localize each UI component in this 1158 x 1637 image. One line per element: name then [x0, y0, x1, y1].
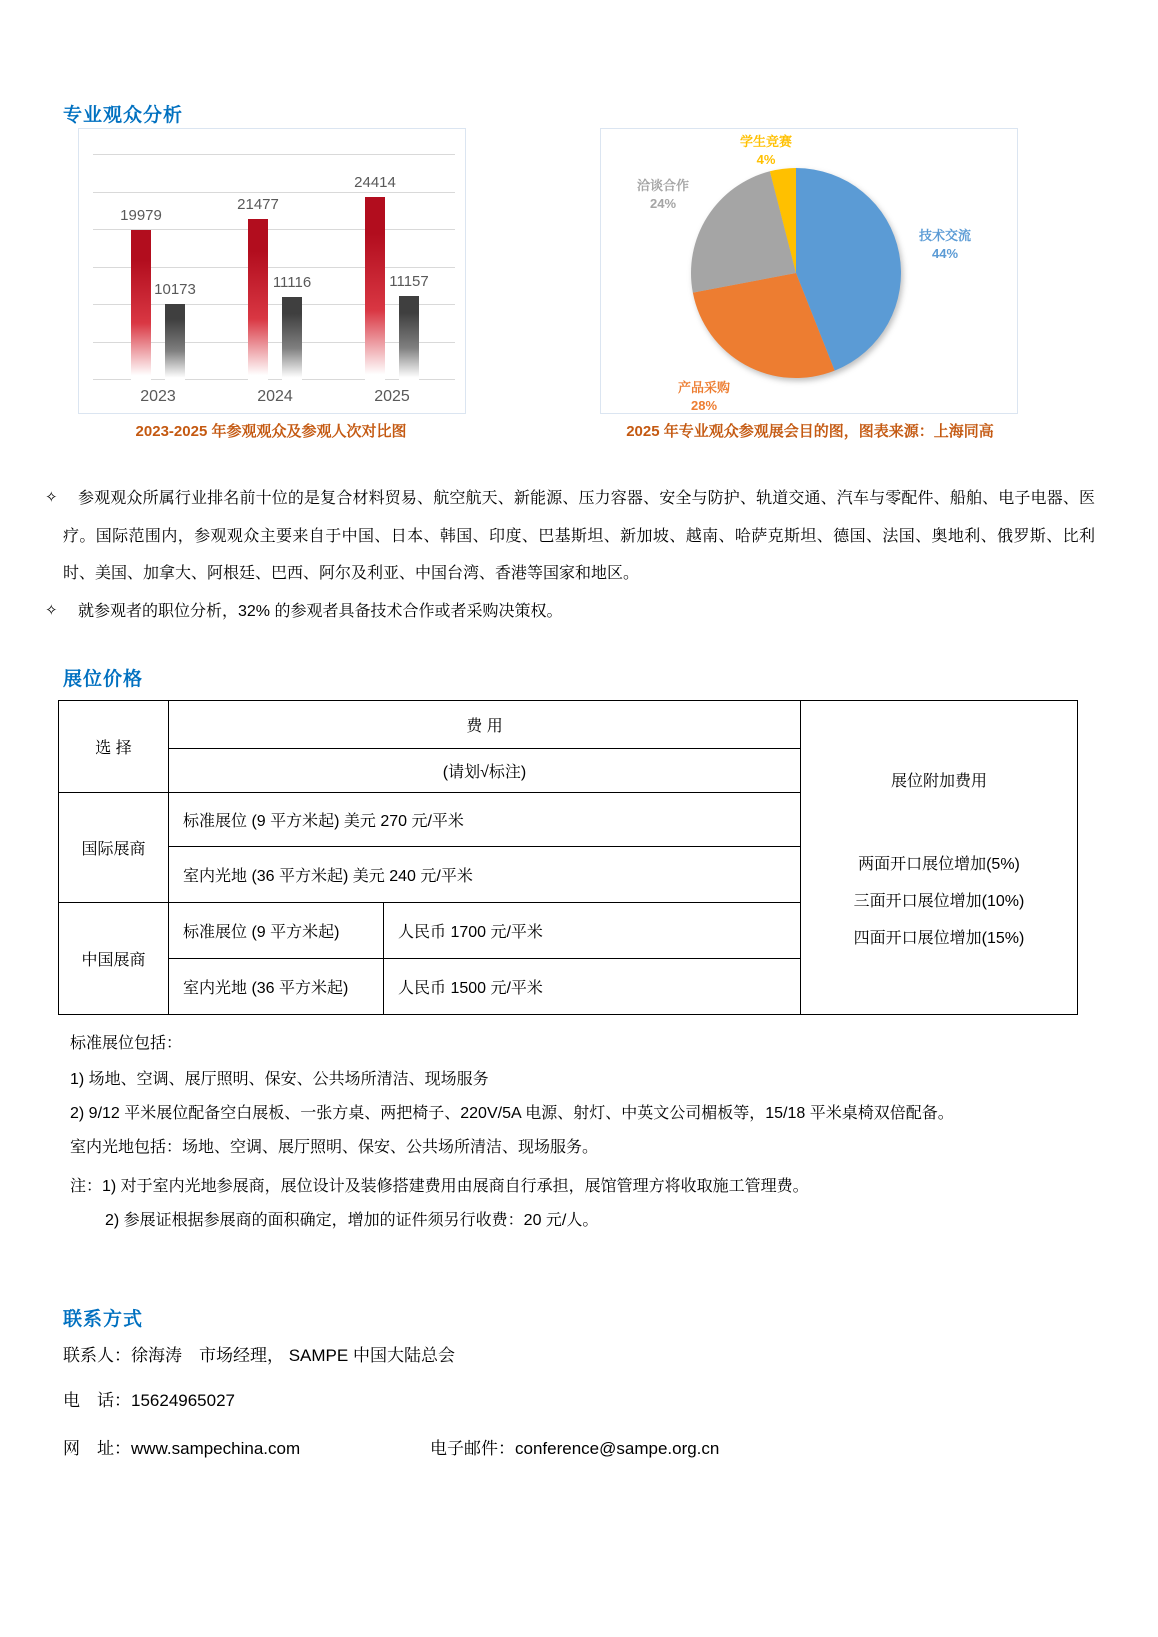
pie-label-text: 学生竞赛	[739, 134, 792, 149]
pie-label-cooperation	[613, 177, 713, 213]
th-fee-note: (请划√标注)	[169, 749, 801, 793]
extra-fee-2side: 两面开口展位增加(5%)	[858, 855, 1020, 873]
section-title-audience: 专业观众分析	[63, 104, 184, 126]
pie-label-text: 技术交流	[918, 228, 971, 243]
cn-raw-space-cell: 室内光地 (36 平方米起)	[169, 959, 384, 1015]
note-std-includes-title: 标准展位包括：	[70, 1035, 183, 1052]
cn-raw-space-price: 人民币 1500 元/平米	[384, 959, 801, 1015]
bar-value-label: 24414	[354, 173, 396, 191]
note-line-2: 2) 9/12 平米展位配备空白展板、一张方桌、两把椅子、220V/5A 电源、射灯、中英文公司楣板等，15/18 平米桌椅双倍配备。	[70, 1105, 954, 1122]
pie-label-procurement	[654, 379, 754, 415]
pie-label-text: 洽谈合作	[636, 178, 689, 193]
intl-raw-space-cell: 室内光地 (36 平方米起) 美元 240 元/平米	[169, 847, 801, 903]
th-fee: 费 用	[169, 701, 801, 749]
pie-chart	[600, 128, 1018, 414]
bar-value-label: 11157	[389, 273, 429, 291]
bar-value-label: 21477	[237, 195, 279, 213]
pie-label-tech-exchange	[895, 227, 995, 263]
extra-fee-4side: 四面开口展位增加(15%)	[853, 929, 1025, 947]
contact-phone-line: 电 话：15624965027	[63, 1391, 236, 1410]
cn-standard-booth-cell: 标准展位 (9 平方米起)	[169, 903, 384, 959]
visitor-position-text: 就参观者的职位分析，32% 的参观者具备技术合作或者采购决策权。	[78, 603, 563, 620]
pie-label-pct: 24%	[649, 196, 677, 211]
intl-standard-booth-cell: 标准展位 (9 平方米起) 美元 270 元/平米	[169, 793, 801, 847]
pie-label-pct: 4%	[756, 152, 776, 167]
bar-2023-参观人次	[165, 304, 185, 380]
audience-industries-text: 参观观众所属行业排名前十位的是复合材料贸易、航空航天、新能源、压力容器、安全与防护、轨道交通、汽车与零配件、船舶、电子电器、医疗。国际范围内，参观观众主要来自于中国、日本、韩国、印度、巴基斯坦、新加坡、越南、哈萨克斯坦、德国、法国、奥地利、俄罗斯、比利时、美国、加拿大、阿根廷、巴西、阿尔及利亚、中国台湾、香港等国家和地区。	[63, 490, 1095, 582]
section-title-price: 展位价格	[63, 668, 144, 690]
bar-chart-caption: 2023-2025 年参观观众及参观人次对比图	[135, 423, 407, 440]
pie-label-student-contest	[716, 133, 816, 169]
row-label-china: 中国展商	[59, 903, 169, 1015]
x-axis-label: 2023	[140, 388, 176, 405]
note-line-4: 注：1) 对于室内光地参展商，展位设计及装修搭建费用由展商自行承担，展馆管理方将收取施工管理费。	[70, 1178, 809, 1195]
pie-label-pct: 28%	[690, 398, 718, 413]
extra-fee-3side: 三面开口展位增加(10%)	[853, 892, 1025, 910]
price-table	[58, 700, 1078, 1015]
pie-label-pct: 44%	[931, 246, 959, 261]
gridline	[93, 154, 455, 155]
gridline	[93, 192, 455, 193]
section-title-contact: 联系方式	[63, 1308, 144, 1330]
bar-value-label: 19979	[120, 207, 162, 225]
note-line-5: 2) 参展证根据参展商的面积确定，增加的证件须另行收费：20 元/人。	[105, 1212, 599, 1229]
bar-value-label: 10173	[154, 280, 196, 298]
extra-fee-title: 展位附加费用	[890, 772, 987, 790]
contact-person-line: 联系人：徐海涛 市场经理， SAMPE 中国大陆总会	[63, 1346, 455, 1365]
contact-website-line: 网 址：www.sampechina.com	[63, 1439, 301, 1458]
bar-2025-参观人次	[399, 296, 419, 380]
pie-chart-caption: 2025 年专业观众参观展会目的图，图表来源：上海同高	[626, 423, 994, 440]
bar-2024-参观人次	[282, 297, 302, 380]
bar-chart-plot	[79, 155, 465, 405]
contact-email-line: 电子邮件：conference@sampe.org.cn	[430, 1439, 720, 1458]
bar-2023-参观观众	[131, 230, 151, 380]
cn-standard-booth-price: 人民币 1700 元/平米	[384, 903, 801, 959]
x-axis-label: 2024	[257, 388, 293, 405]
x-axis-label: 2025	[374, 388, 410, 405]
extra-fees-cell	[801, 701, 1078, 1015]
pie-svg	[601, 129, 1017, 413]
note-line-3: 室内光地包括：场地、空调、展厅照明、保安、公共场所清洁、现场服务。	[70, 1139, 599, 1156]
bar-chart	[78, 128, 466, 414]
row-label-international: 国际展商	[59, 793, 169, 903]
note-line-1: 1) 场地、空调、展厅照明、保安、公共场所清洁、现场服务	[70, 1071, 489, 1088]
pie-label-text: 产品采购	[677, 380, 730, 395]
diamond-bullet-icon: ✧	[45, 602, 58, 619]
th-select: 选 择	[59, 701, 169, 793]
diamond-bullet-icon: ✧	[45, 489, 58, 506]
bar-value-label: 11116	[272, 273, 312, 291]
bar-2024-参观观众	[248, 219, 268, 380]
